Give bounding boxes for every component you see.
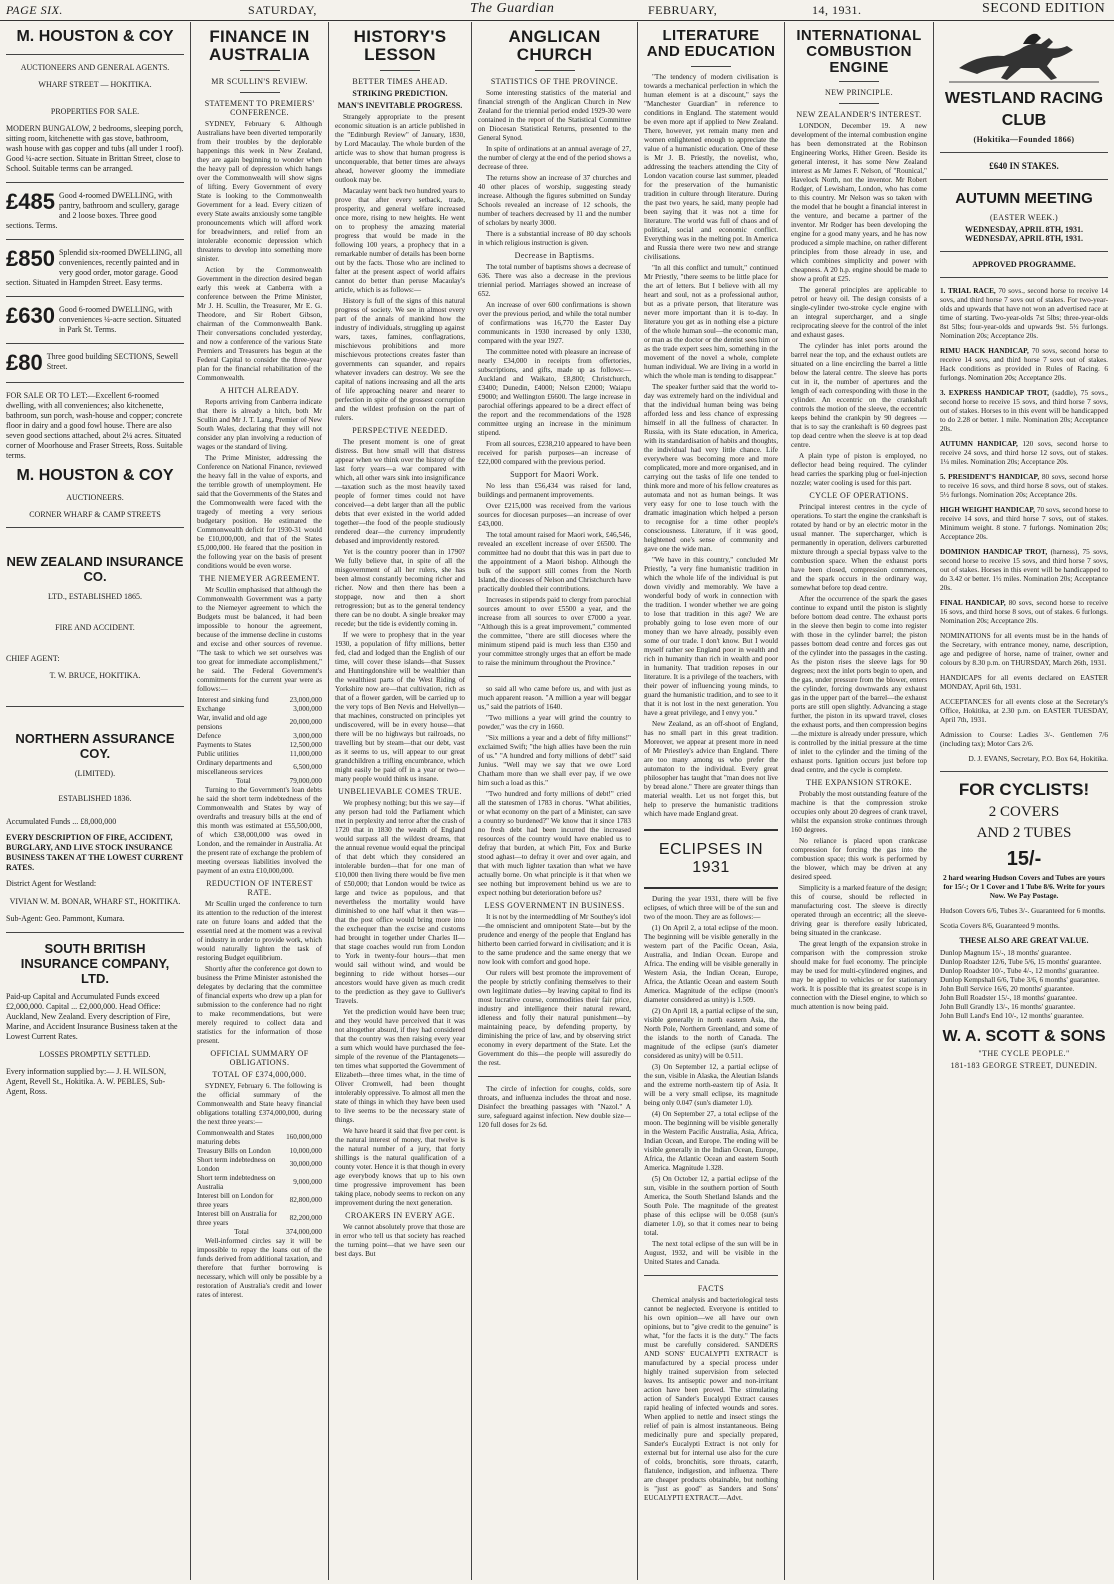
article-paragraph: No reliance is placed upon crankcase compression for forcing the gas into the combustion space; this work is performed by the blower, which may be driven at any desired speed.: [791, 837, 927, 882]
race-details: 80 sovs, second horse to receive 16 sovs, and third horse 8 sovs, out of stakes. 5½ furlongs. Nomination 20s; Acceptance 20s.: [940, 472, 1108, 499]
scott-and-sons-tagline: "THE CYCLE PEOPLE.": [978, 1049, 1070, 1058]
article-paragraph: There is a substantial increase of 80 day schools in which religious instruction is given.: [478, 229, 631, 247]
article-subheading: Support for Maori Work.: [510, 469, 599, 479]
article-paragraph: In spite of ordinations at an annual average of 27, the number of clergy at the end of the period shows a decrease of three.: [478, 144, 631, 171]
article-paragraph: (4) On September 27, a total eclipse of the moon. The beginning will be visible generally in the Western Pacific Australia, Asia, Africa, Indian Ocean, and Europe. The ending will be visible generally in the Indian Ocean, Europe, Africa, the Atlantic Ocean and eastern South America. Magnitude 1.328.: [644, 1109, 778, 1172]
racehorse-illustration: [949, 24, 1099, 84]
masthead-day: SATURDAY,: [248, 3, 317, 17]
article-subheading: CROAKERS IN EVERY AGE.: [345, 1210, 455, 1220]
race-event: [940, 547, 1108, 592]
race-event: [940, 598, 1108, 625]
race-details: (harness), 75 sovs, second horse to receive 15 sovs, and third horse 7 sovs, out of stakes. Horses in this event will be handicapped to do 3.42 or better. 1½ miles. Nomination 20s; Acceptance 20s.: [940, 547, 1108, 592]
article-headline: ANGLICAN CHURCH: [508, 27, 601, 64]
nzi-established: LTD., ESTABLISHED 1865.: [48, 592, 142, 601]
article-subheading: Decrease in Baptisms.: [514, 250, 595, 260]
article-paragraph: Turning to the Government's loan debts he said the short term indebtedness of the Commonwealth and States by way of overdrafts and treasury bills at the end of this month was estimated at £55,500,000, of which £38,000,000 was owed in London, and the remainder in Australia. At the present rate of exchange the problem of meeting overseas liabilities involved the payment of an extra £10,000,000.: [197, 785, 322, 875]
article-paragraph: We prophesy nothing; but this we say—if any person had told the Parliament which met in perplexity and terror after the crash of 1720 that in 1830 the wealth of England would surpass all the wildest dreams, that the annual revenue would equal the principal of that debt which they considered an intolerable burden—that for one man of £10,000 then living there would be five men of £50,000; that London would be twice as large and twice as populous, and that nevertheless the mortality would have diminished to one half what it then was—that the post office would bring more into the exchequer than the excise and customs had brought in together under Charles II—that stage coaches would run from London to York in twenty-four hours—that men would sail without wind, and would be beginning to ride without horses—our ancestors would have given as much credit to the prediction as they gave to Gulliver's Travels.: [335, 798, 465, 1005]
table-cell-value: 12,500,000: [289, 740, 322, 749]
cyclists-offer: 2 hard wearing Hudson Covers and Tubes are yours for 15/-; Or 1 Cover and 1 Tube 8/6. Write for yours Now. We Pay Postage.: [942, 873, 1106, 900]
newspaper-name: The Guardian: [470, 1, 555, 16]
table-row: [197, 750, 322, 759]
property-text: Splendid six-roomed DWELLING, all conveniences, recently painted and in very good order, motor garage. Good section. Situated in Hampden Street. Easy terms.: [6, 248, 183, 287]
meeting-title: AUTUMN MEETING: [955, 190, 1093, 207]
article-paragraph: Principal interest centres in the cycle of operations. To start the engine the crankshaft is rotated by hand or by an electric motor in the usual manner. The supercharger, which is permanently in operation, delivers carburetted mixture through a special bypass valve to the combustion space. When the exhaust ports have been closed, compression commences, and the spark occurs in the ordinary way, somewhat before top dead centre.: [791, 503, 927, 593]
district-agent-label: District Agent for Westland:: [6, 879, 97, 888]
northern-assurance-title: NORTHERN ASSURANCE COY.: [15, 731, 175, 761]
article-paragraph: The Prime Minister, addressing the Conference on National Finance, reviewed the heavy fall in the value of exports, and the terrible growth of unemployment. He said that the Governments of the States and the Commonwealth were faced with the tragedy of meeting a very serious budgetary position. He estimated the Commonwealth deficit for 1930-31 would be £10,000,000, and that of the States £5,000,000. He feared that the position in the following year on the basis of present conditions would be even worse.: [197, 453, 322, 570]
article-paragraph: The total number of baptisms shows a decrease of 636. There was also a decrease in the previous triennial period. Marriages showed an increase of 652.: [478, 262, 631, 298]
table-row: [197, 1210, 322, 1228]
article-paragraph: The returns show an increase of 37 churches and 40 other places of worship, suggesting steady increase. Although the figures submitted on Sunday Schools revealed an increase of 12 schools, the number of teachers decreased by 11 and the number of scholars by nearly 3000.: [478, 173, 631, 227]
nazol-advertisement: The circle of infection for coughs, colds, sore throats, and influenza includes the throat and nose. Disinfect the breathing passages with "Nazol." A sure, safeguard against infection. New double size—120 full doses for 2s 6d.: [478, 1084, 631, 1129]
table-cell-value: 20,000,000: [289, 718, 322, 727]
article-paragraph: We have heard it said that five per cent. is the natural interest of money, that twelve is the natural number of a jury, that forty shillings is the natural qualification of a county voter. Hence it is that though in every age everybody knows that up to his own time progressive improvement has been taking place, nobody seems to reckon on any improvement during the next generation.: [335, 1126, 465, 1207]
table-cell-label: Payments to States: [197, 740, 252, 749]
article-subheading: MR SCULLIN'S REVIEW.: [211, 76, 308, 86]
article-paragraph: so said all who came before us, and with just as much apparent reason. "A million a year will beggar us," said the patriots of 1640.: [478, 684, 631, 711]
article-subheading: OFFICIAL SUMMARY OF OBLIGATIONS.: [210, 1048, 309, 1067]
commitments-table: [197, 696, 322, 786]
article-subheading: NEW PRINCIPLE.: [824, 88, 894, 98]
article-paragraph: "Six millions a year and a debt of fifty millions!" exclaimed Swift; "the high allies have been the ruin of us." "A hundred and forty millions of debt!" said Junius. "Well may we say that we owe Lord Chatham more than we shall ever pay, if we owe him such a load as this.": [478, 733, 631, 787]
article-paragraph: SYDNEY, February 6. Although Australians have been diverted temporarily from their troubles by the deplorable happenings this week in New Zealand, they are again beginning to wonder when the heavy pall of depression which hangs over the Commonwealth will show signs of lifting. Every Government of every State is looking to the Commonwealth Government for a lead. Every citizen of every State awaits anxiously some tangible pronouncements which will afford work for breadwinners, and relief from an intolerable economic depression which threatens to develop into something more sinister.: [197, 119, 322, 263]
article-subheading: STATEMENT TO PREMIERS' CONFERENCE.: [204, 98, 315, 117]
cyclists-covers: 2 COVERS: [988, 804, 1060, 820]
masthead-month: FEBRUARY,: [648, 3, 718, 17]
article-paragraph: Probably the most outstanding feature of the machine is that the compression stroke occupies only about 20 degrees of crank travel, whilst the expansion stroke continues through 160 degrees.: [791, 790, 927, 835]
article-paragraph: The total amount raised for Maori work, £46,546, revealed an excellent increase of over £6500. The committee had no doubt that this was in part due to the appointment of a Maori bishop. Although the bulk of the support still comes from the North Island, the dioceses of Nelson and Christchurch have practically doubled their contributions.: [478, 530, 631, 593]
article-paragraph: SYDNEY, February 6. The following is the official summary of the Commonwealth and State heavy financial obligations totalling £374,000,000, during the next three years:—: [197, 1081, 322, 1126]
article-subheading: A HITCH ALREADY.: [220, 385, 299, 395]
houston-address: WHARF STREET — HOKITIKA.: [38, 80, 152, 89]
article-paragraph: Increases in stipends paid to clergy from parochial sources amount to over £5500 a year, and the increase from all sources to over £7000 a year. "Although this is a great improvement," commented the committee, "there are still dioceses where the minimum stipend paid is much less than £350 and your committee strongly urges that an effort be made to raise the minimum throughout the Province.": [478, 595, 631, 667]
article-paragraph: The cylinder has inlet ports around the barrel near the top, and the exhaust outlets are situated on a line encircling the barrel a little below the lateral centre. The sleeve has ports cut in it, the number of apertures and the length of each corresponding with those in the cylinder. An eccentric on the crankshaft controls the motion of the sleeve, the eccentric keeps behind the crankpin by 90 degrees —that is to say the crankshaft is 60 degrees past top dead centre when the sleeve is at top dead centre.: [791, 342, 927, 450]
houston-title: M. HOUSTON & COY: [16, 28, 174, 45]
article-subheading: NEW ZEALANDER'S INTEREST.: [796, 110, 922, 120]
race-details: 80 sovs, second horse to receive 16 sovs, and third horse 8 sovs, out of stakes. 6 furlongs. Nomination 20s; Acceptance 20s.: [940, 598, 1108, 625]
article-headline: HISTORY'S LESSON: [353, 27, 447, 64]
value-heading: THESE ALSO ARE GREAT VALUE.: [959, 936, 1089, 945]
table-cell-value: 30,000,000: [289, 1160, 322, 1169]
table-row: [197, 1228, 322, 1237]
tyre-offer: Dunlop Kempshall 6/6, Tube 3/6, 6 months' guarantee.: [940, 975, 1100, 984]
sub-agent: Sub-Agent: Geo. Pammont, Kumara.: [6, 914, 125, 923]
cyclists-price: 15/-: [1006, 848, 1042, 870]
table-row: [197, 1192, 322, 1210]
edition-label: SECOND EDITION: [982, 1, 1106, 16]
table-cell-value: 3,000,000: [293, 704, 322, 713]
article-headline: FINANCE IN AUSTRALIA: [209, 27, 310, 64]
table-cell-value: 23,000,000: [289, 695, 322, 704]
article-paragraph: After the occurrence of the spark the gases continue to expand until the piston is slightly before bottom dead centre. The exhaust ports in the sleeve then begin to come into register with those in the cylinder barrel; the piston passes bottom dead centre and forces gas out of the cylinder into the passages in the casting. As the piston rises the sleeve lags for 90 degrees; next the inlet ports begin to open, and the gas, under pressure from the blower, enters the cylinder, forcing downwards any exhaust gas in the upper part of the barrel—the exhaust ports are still open slightly. Advancing a stage further, the piston in its upward travel, closes the exhaust ports, and then compression begins—the mixture is already under pressure, which is controlled by the initial pressure at the time of inlet to the cylinder and the timing of the exhaust ports. Ignition occurs just before top dead centre, and the cycle is complete.: [791, 595, 927, 775]
table-cell-label: Exchange: [197, 704, 226, 713]
article-paragraph: It is not by the intermeddling of Mr Southey's idol—the omniscient and omnipotent State—but by the prudence and energy of the people that England has hitherto been carried forward in civilisation; and it is to the same prudence and the same energy that we now look with comfort and good hope.: [478, 912, 631, 966]
table-cell-value: 82,800,000: [289, 1196, 322, 1205]
race-title: HIGH WEIGHT HANDICAP,: [940, 505, 1035, 514]
race-title: 5. PRESIDENT'S HANDICAP,: [940, 472, 1040, 481]
meeting-subtitle: (EASTER WEEK.): [989, 213, 1059, 222]
table-cell-label: War, invalid and old age pensions: [197, 713, 267, 731]
property-ad-4: [6, 352, 184, 374]
table-cell-label: Interest bill on London for three years: [197, 1191, 274, 1209]
table-cell-value: 11,000,000: [289, 749, 322, 758]
article-paragraph: The committee noted with pleasure an increase of nearly £34,000 in receipts from offertories, subscriptions, and gifts, made up as follows:—Auckland and Waikato, £8,800; Christchurch, £3400; Dunedin, £4000; Nelson £2000; Waiapu £9000; and Wellington £6600. The large increase in parochial offerings appeared to be a direct effect of the report and the recommendations of the 1928 committee urging an increase in the minimum stipend.: [478, 347, 631, 437]
northern-assurance-text: EVERY DESCRIPTION OF FIRE, ACCIDENT, BURGLARY, AND LIVE STOCK INSURANCE BUSINESS TAKEN AT THE LOWEST CURRENT RATES.: [6, 833, 184, 872]
table-row: [197, 1147, 322, 1156]
table-cell-label: Short term indebtedness on Australia: [197, 1173, 276, 1191]
masthead: [0, 0, 1114, 21]
article-paragraph: Simplicity is a marked feature of the design; this of course, should be reflected in manufacturing cost. The sleeve is directly operated through an eccentric; all the sleeve-driving gear is therefore easily lubricated, being situated in the crankcase.: [791, 884, 927, 938]
article-paragraph: Some interesting statistics of the material and financial strength of the Anglican Church in New Zealand for the triennial period ended 1929-30 were contained in the report of the Statistical Committee on Diocesan Statistical Returns, presented to the General Synod.: [478, 88, 631, 142]
article-paragraph: "Two millions a year will grind the country to powder," was the cry in 1660.: [478, 713, 631, 731]
racing-club-founded: (Hokitika—Founded 1866): [973, 135, 1075, 144]
district-agent: VIVIAN W. M. BONAR, WHARF ST., HOKITIKA.: [9, 897, 181, 906]
article-paragraph: Yet the prediction would have been true; and they would have perceived that it was not altogether absurd, if they had considered that the country was then raising every year a sum which would have purchased the fee-simple of the revenue of the Plantagenets—ten times what supported the Government of Elizabeth—three times what, in the time of Oliver Cromwell, had been thought intolerably oppressive. To almost all men the state of things in which they have been used to live seems to be the necessary state of things.: [335, 1007, 465, 1124]
property-text: Good 4-roomed DWELLING, with pantry, bathroom and scullery, garage and 2 loose boxes. Three good sections. Terms.: [6, 191, 180, 230]
nzi-agent: T. W. BRUCE, HOKITIKA.: [49, 671, 141, 680]
race-details: 70 sovs, second horse to receive 14 sovs, and third horse 7 sovs, out of stakes. Minimum weight. 8 stone. 7 furlongs. Nomination 20s; Acceptance 20s.: [940, 505, 1109, 541]
column-anglican-article: [471, 22, 637, 1580]
article-paragraph: If we were to prophesy that in the year 1930, a population of fifty millions, better fed, clad and lodged than the English of our time, will cover these islands—that Sussex and Huntingdonshire will be wealthier than the wealthiest parts of the West Riding of Yorkshire now are—that cultivation, rich as that of a flower garden, will be carried up to the very tops of Ben Nevis and Helvellyn—that machines, constructed on principles yet undiscovered, will be in every house—that there will be no highways but railroads, no travelling but by steam—that our debt, vast as it seems to us, will appear to our great grandchildren a trifling encumbrance, which might easily be paid off in a year or two—many people would think us insane.: [335, 630, 465, 783]
article-paragraph: An increase of over 600 confirmations is shown over the previous period, and while the total number of confirmations was 16,770 the Easter Day communicants in 1930 increased by only 1330, compared with the year 1927.: [478, 300, 631, 345]
for-sale-ad: FOR SALE OR TO LET:—Excellent 6-roomed dwelling, with all conveniences; also kitchenette, bathroom, sun porch, wash-house and copper; concrete floor in dairy and a good fowl house. There are also seven good sections attached, about 2¼ acres. Situated corner of Moorhouse and Fraser Streets, Ross. Suitable terms.: [6, 391, 183, 460]
bungalow-ad: MODERN BUNGALOW, 2 bedrooms, sleeping porch, sitting room, kitchenette with gas stove, bathroom, wash house with gas copper and tubs (all under 1 roof). Good ¼-acre section. Situate in Brittan Street, close to School. Suitable terms can be arranged.: [6, 124, 184, 173]
houston-address-2: CORNER WHARF & CAMP STREETS: [29, 510, 161, 519]
programme-heading: APPROVED PROGRAMME.: [972, 260, 1076, 269]
page-number: PAGE SIX.: [6, 3, 63, 17]
table-row: [197, 1174, 322, 1192]
table-cell-value: 10,000,000: [289, 1146, 322, 1155]
property-price: £850: [6, 246, 55, 271]
article-paragraph: Mr Scullin emphasised that although the Commonwealth Government was a party to the Niemeyer agreement to which the Budgets must be balanced, it had been impossible to honour the agreement, because of the immense decline in customs and excise and other sources of revenue. "The task to which we set ourselves was too great for immediate accomplishment," he said. The Federal Government's commitments for the current year were as follows:—: [197, 585, 322, 693]
article-subheading: STRIKING PREDICTION.: [352, 88, 448, 98]
race-title: AUTUMN HANDICAP,: [940, 439, 1018, 448]
properties-heading: PROPERTIES FOR SALE.: [50, 107, 140, 116]
northern-assurance-ltd: (LIMITED).: [74, 769, 116, 778]
race-event: [940, 346, 1108, 382]
article-paragraph: "In all this conflict and tumult," continued Mr Priestly, "there seems to be little place for the art of letters. But I believe with all my heart and soul, not as a professional author, but as a private person, that literature was never more important than it is to-day. In literature you get as in nothing else a picture of the whole human soul—the economic man, or man as the doctor or the dentist sees him or as the trade expert sees him, something in the movement of the novel a whole, complete human individual. We are living in a world in which the whole man is tending to disappear.": [644, 263, 778, 380]
article-paragraph: History is full of the signs of this natural progress of society. We see in almost every part of the annals of mankind how the industry of individuals, struggling up against wars, taxes, famines, conflagrations, mischievous prohibitions and more mischievous protections creates faster than governments can squander, and repairs whatever invaders can destroy. We see the capital of nations increasing and all the arts of life approaching nearer and nearer to perfection in spite of the grossest corruption and the wildest profusion on the part of rulers.: [335, 296, 465, 422]
tyre-offer: John Bull Grandly 13/-, 16 months' guarantee.: [940, 1002, 1076, 1011]
nzi-agent-label: CHIEF AGENT:: [6, 654, 60, 663]
table-row: [197, 705, 322, 714]
column-literature-article: [637, 22, 784, 1580]
race-title: DOMINION HANDICAP TROT,: [940, 547, 1048, 556]
tyre-offer: Dunlop Magnum 15/-, 18 months' guarantee.: [940, 948, 1072, 957]
table-row: [197, 1129, 322, 1147]
nominations-notice: NOMINATIONS for all events must be in the hands of the Secretary, with entrance money, name, description, age and pedigree of horse, name of trainer, owner and colours by 8.30 p.m. on THURSDAY, March 26th, 1931.: [940, 631, 1108, 667]
article-subheading: STATISTICS OF THE PROVINCE.: [490, 76, 619, 86]
northern-assurance-est: ESTABLISHED 1836.: [58, 794, 132, 803]
property-ad-3: [6, 305, 184, 335]
meeting-dates: WEDNESDAY, APRIL 8TH, 1931. WEDNESDAY, APRIL 8TH, 1931.: [964, 225, 1084, 243]
race-event: [940, 505, 1108, 541]
scott-and-sons-name: W. A. SCOTT & SONS: [942, 1028, 1106, 1045]
article-subheading: PERSPECTIVE NEEDED.: [352, 425, 448, 435]
nzi-fire: FIRE AND ACCIDENT.: [55, 623, 135, 632]
secretary-signature: D. J. EVANS, Secretary, P.O. Box 64, Hokitika.: [968, 754, 1108, 763]
article-paragraph: Mr Scullin urged the conference to turn its attention to the reduction of the interest rate on future loans and added that the essential need at the moment was a revival of industry in order to provide work, which would naturally lighten the task of restoring Budget equilibrium.: [197, 899, 322, 962]
article-subheading: LESS GOVERNMENT IN BUSINESS.: [484, 900, 625, 910]
article-paragraph: Yet is the country poorer than in 1790? We fully believe that, in spite of all the misgovernment of all her rulers, she has been almost constantly becoming richer and richer. Now and then there has been a stoppage, now and then a short retrogression; but as to the general tendency there can be no doubt. A single breaker may recede; but the tide is evidently coming in.: [335, 547, 465, 628]
article-paragraph: LONDON, December 19. A new development of the internal combustion engine has been demonstrated at the Robinson Engineering Works, Hither Green. Beside its general interest, it has some New Zealand interest as Mr James F. Nelson, of "Rounical," Havelock North, not the inventor. Mr Robert Rodger, of Lewisham, London, who has come to this country. Mr Nelson was so taken with the model that he bought a financial interest in the venture, and became a partner of the inventor. Mr Rodger has been developing the engine for a good many years, and he has now produced a simple machine, on rather different principles from those already in use, and which combines simplicity and power with cheapness. A 20 h.p. engine should be made to show a profit at £25.: [791, 122, 927, 284]
article-paragraph: Our rulers will best promote the improvement of the people by strictly confining themselves to their own legitimate duties—by leaving capital to find its most lucrative course, commodities their fair price, industry and intelligence their natural reward, idleness and folly their natural punishment—by maintaining peace, by defending property, by diminishing the price of law, and by observing strict economy in every department of the State. Let the Government do this—the people will assuredly do the rest.: [478, 968, 631, 1067]
table-cell-value: 3,000,000: [293, 731, 322, 740]
tyre-offer: John Bull Roadster 15/-, 18 months' guarantee.: [940, 993, 1078, 1002]
property-ad-2: [6, 248, 184, 288]
table-cell-value: 160,000,000: [286, 1133, 322, 1142]
racing-club-name: WESTLAND RACING CLUB: [944, 90, 1104, 129]
article-subheading: UNBELIEVABLE COMES TRUE.: [338, 786, 462, 796]
table-row: [197, 732, 322, 741]
race-event: [940, 286, 1108, 340]
article-paragraph: Well-informed circles say it will be impossible to repay the loans out of the funds derived from additional taxation, and therefore that further borrowing is necessary, which will only be possible by a restoration of Australia's credit and lower rates of interest.: [197, 1236, 322, 1299]
tyre-offer: John Bull Land's End 10/-, 12 months' guarantee.: [940, 1011, 1084, 1020]
table-row: [197, 777, 322, 786]
admission-notice: Admission to Course: Ladies 3/-. Gentlemen 7/6 (including tax); Motor Cars 2/6.: [940, 730, 1108, 748]
table-cell-label: Interest and sinking fund: [197, 695, 269, 704]
table-cell-value: 6,500,000: [293, 763, 322, 772]
article-subheading: TOTAL OF £374,000,000.: [212, 1069, 307, 1079]
race-details: (saddle), 75 sovs., second horse to receive 15 sovs, and third horse 7 sovs, out of stakes. Horses to in this event will be handicapped to do 2.28 or better. 1 mile. Nomination 20s; Acceptance 20s.: [940, 388, 1108, 433]
article-paragraph: Reports arriving from Canberra indicate that there is already a hitch, both Mr Scullin and Mr J. T. Lang, Premier of New South Wales, declaring that they will not consider any plan involving a reduction of wages or the standard of living.: [197, 397, 322, 451]
race-title: 1. TRIAL RACE,: [940, 286, 996, 295]
property-text: Three good building SECTIONS, Sewell Street.: [46, 352, 179, 371]
article-paragraph: Shortly after the conference got down to business the Prime Minister astonished the delegates by declaring that the committee of financial experts who drew up a plan for submission to the conference had no right to make recommendations, but were merely required to collect data and statistics for the information of those present.: [197, 964, 322, 1045]
article-paragraph: During the year 1931, there will be five eclipses, of which three will be of the sun and two of the moon. They are as follows:—: [644, 894, 778, 921]
article-paragraph: "Two hundred and forty millions of debt!" cried all the statesmen of 1783 in chorus. "What abilities, or what economy on the part of a Minister, can save a country so burdened?" We know that it since 1783 no fresh debt had been incurred the increased resources of the country would have enabled us to defray that burden, at which Pitt, Fox and Burke stood aghast—to defray it over and over again, and that with much lighter taxation than what we have actually borne. On what principle is it that when we see nothing but improvement behind us we are to expect nothing but deterioration before us?: [478, 789, 631, 897]
article-paragraph: A plain type of piston is employed, no deflector head being required. The cylinder head carries the sparking plug or fuel-injection nozzle; water cooling is used for this part.: [791, 452, 927, 488]
article-subheading: CYCLE OF OPERATIONS.: [809, 491, 909, 501]
race-details: 70 sovs, second horse to receive 14 sovs, and third horse 7 sovs out of stakes. Hack conditions as provided in Rules of Racing. 6 furlongs. Nomination 20s; Acceptance 20s.: [940, 346, 1108, 382]
scotia-covers: Scotia Covers 8/6, Guaranteed 9 months.: [940, 921, 1060, 930]
article-paragraph: "We have in this country," concluded Mr Priestly, "a very fine humanistic tradition in which the whole life of the individual is put down vividly and memorably. We have a wonderful body of work in connection with the tradition. I wonder whether we are going to lose that tradition in this age? We are probably going to lose even more of our money than we have already, possibly even some of our trade. I don't know. But I would myself rather see England poor in wealth and rich in humanity than rich in wealth and poor in humanity. That tradition reposes in our literature. It is a privilege of the teachers, with their power of influencing young minds, to guard the humanistic tradition, and to see to it that it is not lost in the next generation. You have a great privilege, and I envy you.": [644, 555, 778, 717]
tyre-offer: Dunlop Roadster 10/-, Tube 4/-, 12 months' guarantee.: [940, 966, 1099, 975]
property-text: Good 6-roomed DWELLING, with conveniences ¼-acre section. Situated in Park St. Terms.: [58, 305, 181, 334]
south-british-title: SOUTH BRITISH INSURANCE COMPANY, LTD.: [20, 941, 170, 986]
hudson-covers: Hudson Covers 6/6, Tubes 3/-. Guaranteed for 6 months.: [940, 906, 1106, 915]
race-event: [940, 472, 1108, 499]
acceptances-notice: ACCEPTANCES for all events close at the Secretary's Office, Hokitika, at 2.30 p.m. on EASTER TUESDAY, April 7th, 1931.: [940, 697, 1108, 724]
facts-heading: FACTS: [697, 1283, 725, 1293]
article-paragraph: The speaker further said that the world to-day was extremely hard on the individual and that the individual human being was being afforded less and less chance of expressing himself in all the fullness of character. In Russia, with its State education, in America, with its standardisation of habits and thoughts, the individual had very little chance. Life everywhere was becoming more and more complicated, more and more organised, and in carrying out the tasks of life one tended to think more and more of his fellow creatures as automata and not as human beings. It was very easy for one to lose touch with the dramatic imagination which helped a person to recognise for a time other people's consciousness. Literature, if it was good, heightened one's sense of community and gave one the wide man.: [644, 382, 778, 553]
houston-subtitle-2: AUCTIONEERS.: [66, 493, 124, 502]
table-row: [197, 714, 322, 732]
column-history-article: [328, 22, 471, 1580]
article-paragraph: (5) On October 12, a partial eclipse of the sun, visible in the southern portion of South America, the South Shetland Islands and the South Pole. The magnitude of the greatest phase of this eclipse will be 0.058 (sun's diameter 1.0), so that it comes near to being total.: [644, 1174, 778, 1237]
houston-title-2: M. HOUSTON & COY: [16, 467, 174, 484]
nzi-title: NEW ZEALAND INSURANCE CO.: [6, 554, 184, 584]
column-advertisements: [0, 22, 190, 1580]
table-row: [197, 759, 322, 777]
article-paragraph: The next total eclipse of the sun will be in August, 1932, and will be visible in the United States and Canada.: [644, 1239, 778, 1266]
article-paragraph: Over £215,000 was received from the various sources for diocesan purposes—an increase of over £43,000.: [478, 501, 631, 528]
article-paragraph: Macaulay went back two hundred years to prove that after every setback, trade, prosperity, and general welfare increased once more, rising to new heights. He went on to prophesy the amazing material progress that would be made in the following 100 years, a prophecy that in a remarkable number of details has been borne out by the facts. Those who are inclined to falter at the present aspect of world affairs cannot do better than peruse Macaulay's article, which is as follows:—: [335, 186, 465, 294]
race-title: RIMU HACK HANDICAP,: [940, 346, 1029, 355]
table-cell-label: Defence: [197, 731, 221, 740]
table-cell-value: 79,000,000: [289, 776, 322, 785]
article-headline: LITERATURE AND EDUCATION: [646, 27, 776, 60]
property-price: £630: [6, 303, 55, 328]
article-paragraph: We cannot absolutely prove that those are in error who tell us that society has reached the turning point—that we have seen our best days. But: [335, 1222, 465, 1258]
property-price: £485: [6, 189, 55, 214]
column-finance-article: [190, 22, 328, 1580]
article-subheading: REDUCTION OF INTEREST RATE.: [206, 878, 313, 897]
article-subheading: BETTER TIMES AHEAD.: [352, 76, 448, 86]
article-paragraph: (3) On September 12, a partial eclipse of the sun, visible in Alaska, the Aleutian Islands and the extreme north-eastern tip of Asia. It will be a very small eclipse, its magnitude being only 0.047 (sun's diameter 1.0).: [644, 1062, 778, 1107]
article-paragraph: Action by the Commonwealth Government in the direction desired began early this week at Canberra with a conference between the Prime Minister, Mr J. H. Scullin, the Treasurer, Mr E. G. Theodore, and Sir Robert Gibson, chairman of the Commonwealth Bank. Their conversations concluded yesterday, and now a conference of the various State Premiers and Treasurers has begun at the Federal Capital to consider the three-year plan for the financial rehabilitation of the Commonwealth.: [197, 265, 322, 382]
race-event: [940, 439, 1108, 466]
scott-and-sons-address: 181-183 GEORGE STREET, DUNEDIN.: [950, 1061, 1098, 1070]
obligations-table: [197, 1129, 322, 1237]
table-cell-label: Total: [234, 1227, 249, 1236]
article-subheading: MAN'S INEVITABLE PROGRESS.: [337, 100, 463, 110]
race-title: FINAL HANDICAP,: [940, 598, 1006, 607]
table-cell-value: 82,200,000: [289, 1214, 322, 1223]
table-cell-label: Total: [235, 776, 251, 785]
northern-assurance-funds: Accumulated Funds ... £8,000,000: [6, 817, 117, 826]
race-details: 120 sovs, second horse to receive 24 sovs, and third horse 12 sovs, out of stakes. 1¼ miles. Nomination 20s; Acceptance 20s.: [940, 439, 1108, 466]
article-paragraph: (1) On April 2, a total eclipse of the moon. The beginning will be visible generally in the western part of the Pacific Ocean, Asia, Australia, and Indian Ocean. Europe and Africa. The ending will be visible generally in Western Asia, the Indian Ocean, Europe, Africa, the Atlantic Ocean and eastern South America. Magnitude of the eclipse (moon's diameter considered as unity) is 1.509.: [644, 923, 778, 1004]
tyre-offer: John Bull Service 16/6, 20 months' guarantee.: [940, 984, 1075, 993]
south-british-losses: LOSSES PROMPTLY SETTLED.: [39, 1050, 151, 1059]
article-paragraph: "The tendency of modern civilisation is towards a mechanical perfection in which the human element is at a discount," says the "Manchester Guardian" in reference to conditions in England. The statement would be even more apt if applied to New Zealand. There, however, yet remain many men and women enlightened enough to appreciate the value of a humanistic education. One of these is Mr J. B. Priestly, the novelist, who, addressing the teachers attending the City of London vacation course last summer, pleaded for the preservation of the humanistic tradition in culture through literature. During the past two years, he said, many people had been saying that it was not a time for literature. The world was full of chaos and of political, social and economic conflict. Everything was in the melting pot. In America and Russia there were two new and strange civilisations.: [644, 72, 778, 261]
article-headline: INTERNATIONAL COMBUSTION ENGINE: [796, 27, 922, 76]
table-cell-label: Interest bill on Australia for three years: [197, 1209, 277, 1227]
article-paragraph: The great length of the expansion stroke in comparison with the compression stroke should make for fuel economy. The principle may be used for multi-cylindered engines, and may be applied to vehicles or for stationary work. It is possible that its greatest scope is in connection with the Diesel engine, to which so much attention is now being paid.: [791, 940, 927, 1012]
table-cell-value: 9,000,000: [293, 1178, 322, 1187]
property-price: £80: [6, 350, 43, 375]
table-cell-label: Treasury Bills on London: [197, 1146, 271, 1155]
masthead-date: 14, 1931.: [812, 3, 862, 17]
south-british-text: Paid-up Capital and Accumulated Funds exceed £2,000,000. Capital ... £2,000,000. Head Office: Auckland, New Zealand. Every description of Fire, Marine, and Accident Insurance Business taken at the Lowest Current Rates.: [6, 992, 178, 1041]
cyclists-headline: FOR CYCLISTS!: [958, 780, 1090, 799]
table-row: [197, 1156, 322, 1174]
column-engine-article: [784, 22, 933, 1580]
article-paragraph: Strangely appropriate to the present economic situation is an article published in the "Edinburgh Review" of January, 1830, by Lord Macaulay. The whole burden of the article was to show that human progress is unconquerable, that better times are always ahead, however gloomy the immediate outlook may be.: [335, 112, 465, 184]
article-paragraph: From all sources, £238,210 appeared to have been received for parish purposes—an increase of £22,000 compared with the previous period.: [478, 439, 631, 466]
property-ad-1: [6, 191, 184, 231]
cyclists-tubes: AND 2 TUBES: [976, 825, 1072, 841]
article-paragraph: No less than £56,434 was raised for land, buildings and permanent improvements.: [478, 481, 631, 499]
article-subheading: THE EXPANSION STROKE.: [806, 778, 912, 788]
table-cell-label: Commonwealth and States maturing debts: [197, 1128, 275, 1146]
table-cell-label: Short term indebtedness on London: [197, 1155, 276, 1173]
south-british-info: Every information supplied by:— J. H. WILSON, Agent, Revell St., Hokitika. A. W. PEBLES, Sub-Agent, Ross.: [6, 1067, 167, 1096]
table-row: [197, 741, 322, 750]
article-paragraph: The general principles are applicable to petrol or heavy oil. The design consists of a single-cylinder two-stroke cycle engine with an integral supercharger, and a single reciprocating sleeve for the control of the inlet and exhaust gases.: [791, 286, 927, 340]
table-cell-label: Public utilities: [197, 749, 239, 758]
article-subheading: THE NIEMEYER AGREEMENT.: [199, 573, 320, 583]
houston-subtitle: AUCTIONEERS AND GENERAL AGENTS.: [20, 63, 170, 72]
race-title: 3. EXPRESS HANDICAP TROT,: [940, 388, 1049, 397]
table-cell-label: Ordinary departments and miscellaneous services: [197, 758, 273, 776]
handicaps-notice: HANDICAPS for all events declared on EASTER MONDAY, April 6th, 1931.: [940, 673, 1108, 691]
article-paragraph: (2) On April 18, a partial eclipse of the sun, visible generally in north eastern Asia, the North Pole, Northern Greenland, and some of the islands to the north of Canada. The magnitude of the eclipse (sun's diameter considered as unity) will be 0.511.: [644, 1006, 778, 1060]
eucalypti-advertisement: Chemical analysis and bacteriological tests cannot be neglected. Everyone is entitled to his own opinion—we all have our own opinions, but to "give credit to the genuine" is what, "for the facts it is the duty." The facts must be carefully considered. SANDERS AND SONS' EUCALYPTI EXTRACT is manufactured by a special process under highly trained supervision from selected leaves. Its antiseptic power and non-irritant action have been proved. The stimulating action of Sander's Eucalypti Extract causes rapid healing of infected wounds and sores. When applied to nettle and insect stings the relief of pain is almost instantaneous. Being medicinally pure and specially prepared, Sander's Eucalypti Extract is not only for external but for internal use also for the cure of colds, bronchitis, sore throats, catarrh, flatulence, indigestion, and influenza. There are cheaper products obtainable, but nothing is "just as good" as Sanders and Sons' EUCALYPTI EXTRACT.—Advt.: [644, 1295, 778, 1502]
column-racing-advertisement: [933, 22, 1114, 1580]
article-paragraph: New Zealand, as an off-shoot of England, has no small part in this great tradition. Moreover, we appear at present more in need of Mr Priestley's advice than England. There are too many among us who prefer the automaton to the individual. Every great philosopher has taught that "man does not live by bread alone." There are greater things than material wealth. Let us not forget this, but help to preserve the humanistic traditions which have made England great.: [644, 719, 778, 818]
race-details: 70 sovs., second horse to receive 14 sovs, and third horse 7 sovs out of stakes. For two-year-olds and upwards that have not won an advertised race at time of starting. Two-year-olds 7st 5lbs; three-year-olds 8st 5lbs; four-year-olds and upwards 9st. 5½ furlongs. Nomination 20s; Acceptance 20s.: [940, 286, 1109, 340]
eclipses-headline: ECLIPSES IN 1931: [644, 829, 778, 889]
race-event: [940, 388, 1108, 433]
tyre-offer: Dunlop Roadster 12/6, Tube 5/6, 15 months' guarantee.: [940, 957, 1102, 966]
table-cell-value: 374,000,000: [286, 1227, 322, 1236]
table-row: [197, 696, 322, 705]
stakes-total: £640 IN STAKES.: [989, 161, 1059, 171]
article-paragraph: The present moment is one of great distress. But how small will that distress appear when we think over the history of the last forty years—a war compared with which, all other wars sink into insignificance—taxation such as the most heavily taxed people of former times could not have conceived—a debt larger than all the public debts that ever existed in the world added together—the food of the people studiously rendered dear—the currency imprudently debased and improvidently restored.: [335, 437, 465, 545]
